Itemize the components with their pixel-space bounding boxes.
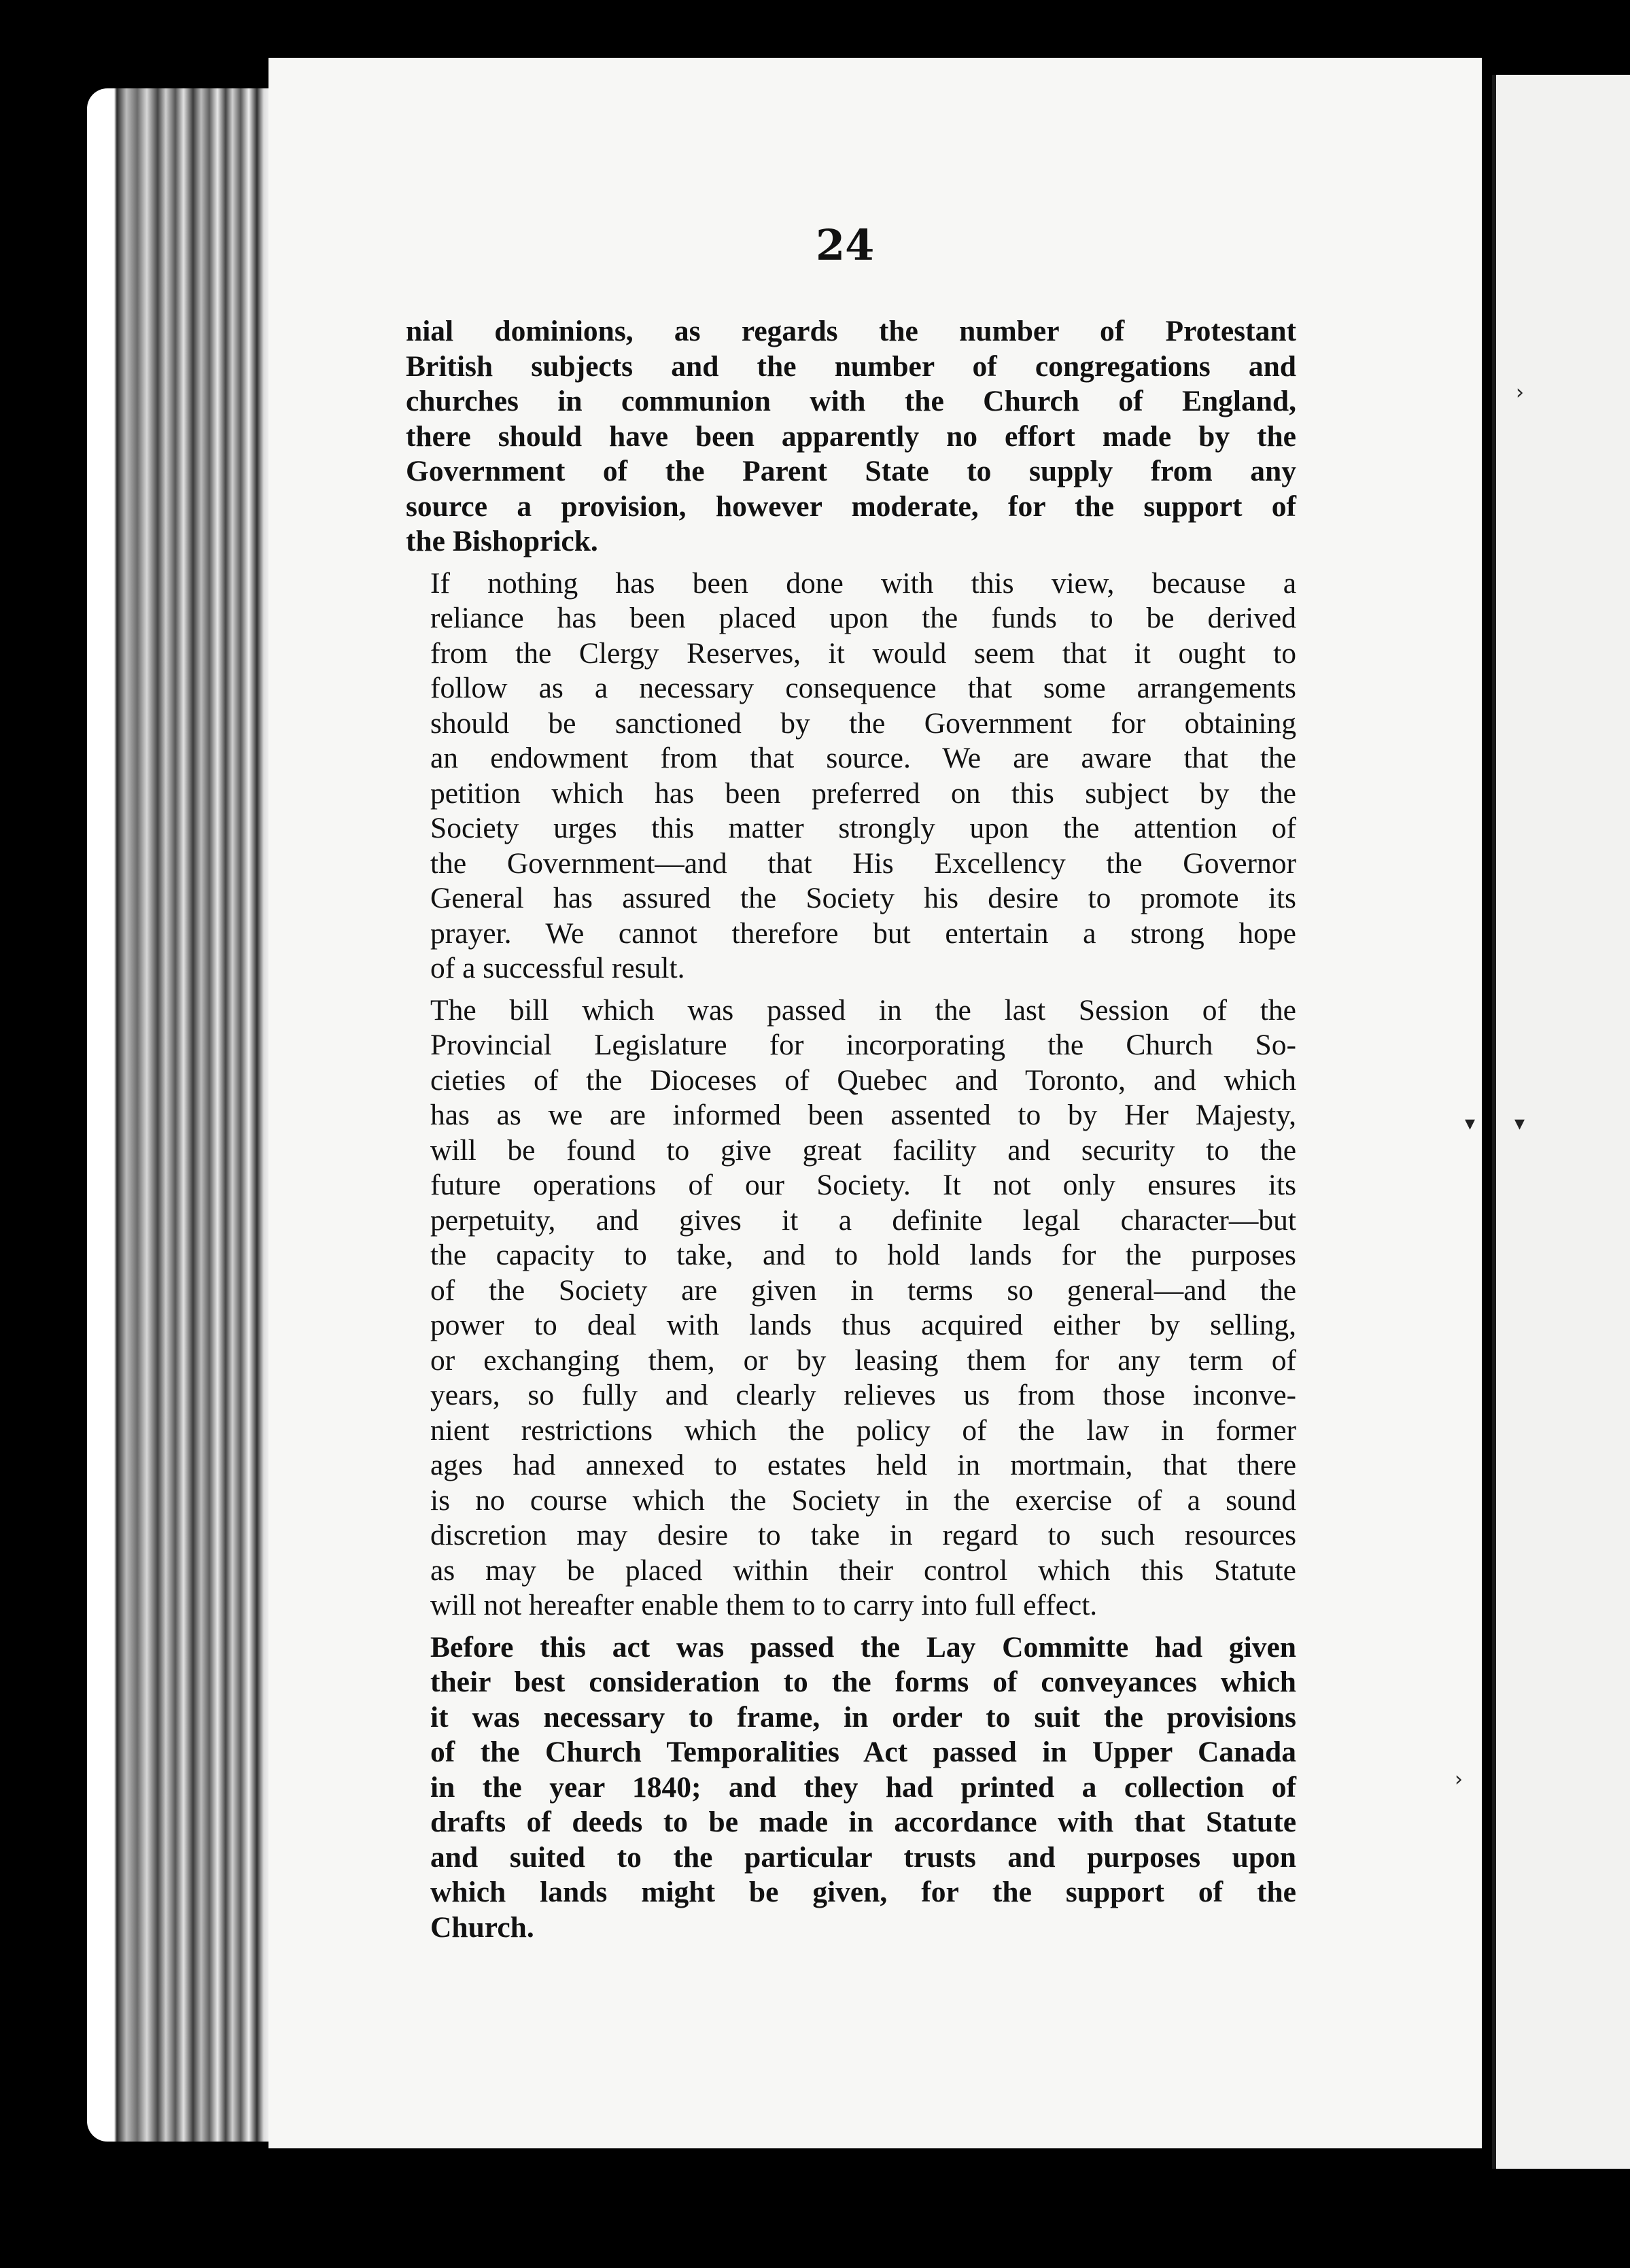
margin-mark: ▾	[1465, 1112, 1476, 1135]
text-line: of the Society are given in terms so general—and the	[430, 1273, 1296, 1307]
text-line: from the Clergy Reserves, it would seem that it ought to	[430, 636, 1296, 670]
text-line: will not hereafter enable them to to carry into full effect.	[430, 1589, 1098, 1621]
facing-page-edge	[1492, 75, 1630, 2169]
text-line: nial dominions, as regards the number of Protestant	[406, 315, 1296, 347]
text-line: General has assured the Society his desire to promote its	[430, 882, 1296, 914]
text-line: or exchanging them, or by leasing them for any term of	[430, 1343, 1296, 1377]
page-number: 24	[816, 220, 875, 270]
paragraph-2	[406, 566, 1296, 986]
text-line: which lands might be given, for the support of the	[430, 1876, 1296, 1908]
text-line: as may be placed within their control which this Statute	[430, 1553, 1296, 1587]
text-line: churches in communion with the Church of England,	[406, 385, 1296, 417]
text-line: source a provision, however moderate, for the support of	[406, 489, 1296, 523]
text-line: and suited to the particular trusts and purposes upon	[430, 1840, 1296, 1874]
text-line: of the Church Temporalities Act passed in Upper Canada	[430, 1736, 1296, 1768]
margin-mark: ›	[1516, 381, 1524, 405]
text-line: it was necessary to frame, in order to suit the provisions	[430, 1700, 1296, 1734]
text-line: the Government—and that His Excellency the Governor	[430, 846, 1296, 880]
paragraph-3	[406, 993, 1296, 1623]
text-line: nient restrictions which the policy of the law in former	[430, 1413, 1296, 1447]
text-line: perpetuity, and gives it a definite legal character—but	[430, 1203, 1296, 1237]
text-line: Provincial Legislature for incorporating the Church So-	[430, 1029, 1296, 1061]
text-line: should be sanctioned by the Government for obtaining	[430, 706, 1296, 740]
body-text	[406, 314, 1296, 1952]
text-line: petition which has been preferred on this subject by the	[430, 776, 1296, 810]
text-line: their best consideration to the forms of conveyances which	[430, 1666, 1296, 1698]
text-line: Government of the Parent State to supply from any	[406, 455, 1296, 487]
text-line: future operations of our Society. It not only ensures its	[430, 1169, 1296, 1201]
text-line: is no course which the Society in the exercise of a sound	[430, 1483, 1296, 1517]
text-line: the capacity to take, and to hold lands for the purposes	[430, 1239, 1296, 1271]
text-line: there should have been apparently no effort made by the	[406, 419, 1296, 453]
text-line: ages had annexed to estates held in mortmain, that there	[430, 1449, 1296, 1481]
paragraph-1	[406, 314, 1296, 560]
book-page-edges	[87, 88, 271, 2142]
text-line: years, so fully and clearly relieves us from those inconve-	[430, 1379, 1296, 1411]
text-line: follow as a necessary consequence that some arrangements	[430, 672, 1296, 704]
text-line: discretion may desire to take in regard to such resources	[430, 1519, 1296, 1551]
text-line: If nothing has been done with this view, because a	[430, 566, 1296, 600]
text-line: drafts of deeds to be made in accordance with that Statute	[430, 1806, 1296, 1838]
paragraph-4	[406, 1630, 1296, 1946]
text-line: the Bishoprick.	[406, 525, 598, 557]
text-line: prayer. We cannot therefore but entertain a strong hope	[430, 916, 1296, 950]
text-line: of a successful result.	[430, 952, 685, 984]
text-line: will be found to give great facility and security to the	[430, 1133, 1296, 1167]
text-line: Before this act was passed the Lay Committe had given	[430, 1630, 1296, 1664]
text-line: in the year 1840; and they had printed a collection of	[430, 1770, 1296, 1804]
text-line: cieties of the Dioceses of Quebec and Toronto, and which	[430, 1063, 1296, 1097]
text-line: The bill which was passed in the last Session of the	[430, 993, 1296, 1027]
margin-mark: ▾	[1514, 1112, 1525, 1135]
text-line: Church.	[430, 1910, 534, 1944]
text-line: has as we are informed been assented to by Her Majesty,	[430, 1099, 1296, 1131]
text-line: an endowment from that source. We are aware that the	[430, 742, 1296, 774]
text-line: British subjects and the number of congregations and	[406, 349, 1296, 383]
text-line: reliance has been placed upon the funds to be derived	[430, 602, 1296, 634]
text-line: Society urges this matter strongly upon the attention of	[430, 812, 1296, 844]
text-line: power to deal with lands thus acquired either by selling,	[430, 1309, 1296, 1341]
margin-mark: ›	[1455, 1768, 1463, 1791]
